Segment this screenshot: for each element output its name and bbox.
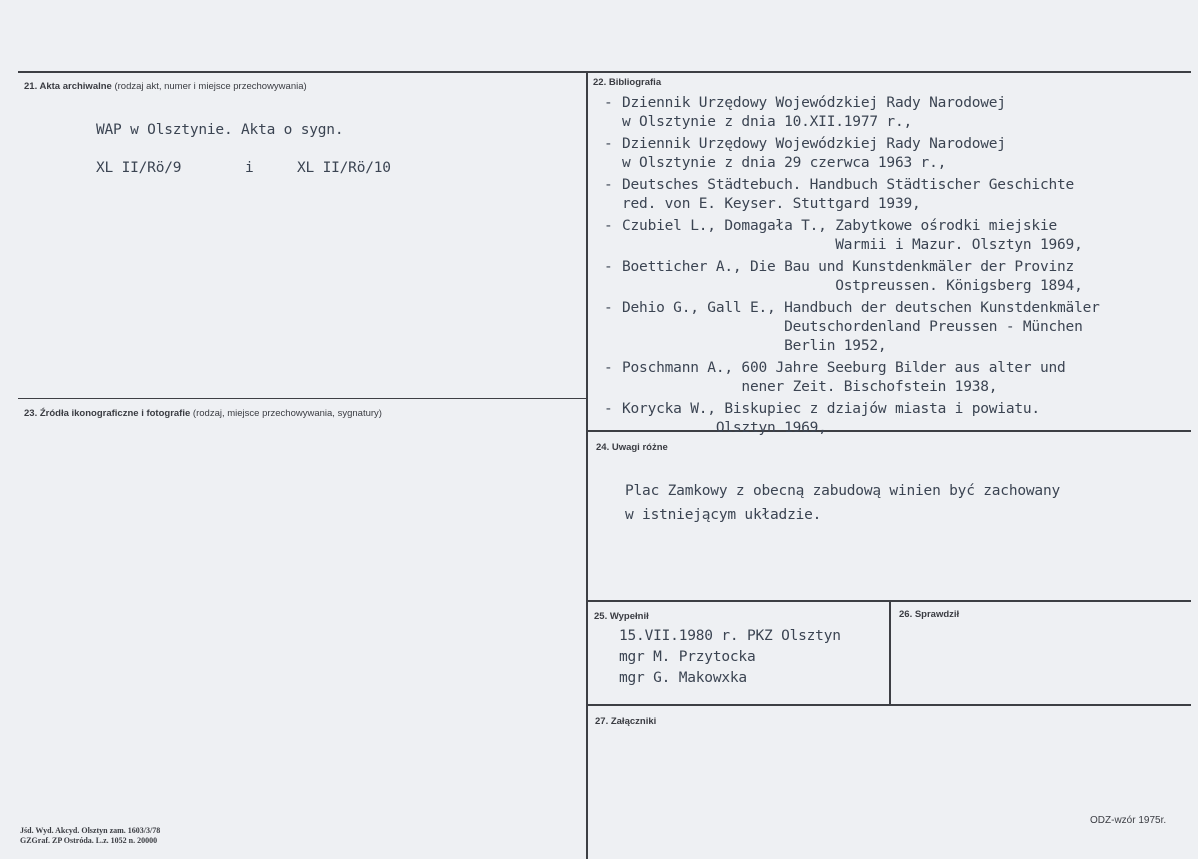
remarks-line-2: w istniejącym układzie.: [625, 507, 822, 523]
bullet-dash: -: [604, 136, 613, 152]
section-23-title: 23. Źródła ikonograficzne i fotografie: [24, 408, 191, 419]
archive-signature-1: XL II/Rö/9: [96, 160, 182, 176]
bibliography-entry-line: Poschmann A., 600 Jahre Seeburg Bilder aus alter und: [622, 360, 1066, 376]
bibliography-entry-line: Dehio G., Gall E., Handbuch der deutschen Kunstdenkmäler: [622, 300, 1100, 316]
filled-by-line-3: mgr G. Makowxka: [619, 670, 747, 686]
bibliography-entry-line: Berlin 1952,: [622, 338, 887, 354]
section-23-subtitle: (rodzaj, miejsce przechowywania, sygnatury): [192, 408, 382, 419]
section-21-title: 21. Akta archiwalne: [24, 81, 112, 92]
remarks-line-1: Plac Zamkowy z obecną zabudową winien być zachowany: [625, 483, 1061, 499]
bullet-dash: -: [604, 177, 613, 193]
bullet-dash: -: [604, 360, 613, 376]
bibliography-entry-line: Dziennik Urzędowy Wojewódzkiej Rady Narodowej: [622, 136, 1006, 152]
form-identifier: ODZ-wzór 1975r.: [1090, 815, 1167, 826]
bibliography-entry-line: Dziennik Urzędowy Wojewódzkiej Rady Narodowej: [622, 95, 1006, 111]
printer-imprint-line-2: GZGraf. ZP Ostróda. L.z. 1052 n. 20000: [20, 836, 158, 845]
section-22-label: 22. Bibliografia: [593, 77, 662, 88]
bullet-dash: -: [604, 300, 613, 316]
archive-conjunction: i: [245, 160, 254, 176]
rule-25-27: [587, 704, 1191, 706]
section-21-label: [24, 81, 307, 92]
filled-by-line-2: mgr M. Przytocka: [619, 649, 756, 665]
section-23-label: [24, 408, 382, 419]
bibliography-entry-line: Czubiel L., Domagała T., Zabytkowe ośrodki miejskie: [622, 218, 1058, 234]
section-25-label: 25. Wypełnił: [594, 611, 649, 622]
bibliography-entry-line: nener Zeit. Bischofstein 1938,: [622, 379, 998, 395]
bibliography-entry-line: Korycka W., Biskupiec z dziajów miasta i powiatu.: [622, 401, 1040, 417]
rule-21-23: [18, 398, 587, 399]
bibliography-entry-line: w Olsztynie z dnia 29 czerwca 1963 r.,: [622, 155, 947, 171]
bullet-dash: -: [604, 401, 613, 417]
bibliography-entry-line: red. von E. Keyser. Stuttgard 1939,: [622, 196, 921, 212]
section-24-label: 24. Uwagi różne: [596, 442, 668, 453]
bibliography-entry-line: Olsztyn 1969,: [622, 420, 827, 436]
bullet-dash: -: [604, 218, 613, 234]
bibliography-entry-line: Deutsches Städtebuch. Handbuch Städtischer Geschichte: [622, 177, 1075, 193]
bullet-dash: -: [604, 95, 613, 111]
section-26-label: 26. Sprawdził: [899, 609, 960, 620]
printer-imprint-line-1: Jśd. Wyd. Akcyd. Olsztyn zam. 1603/3/78: [20, 826, 161, 835]
filled-by-line-1: 15.VII.1980 r. PKZ Olsztyn: [619, 628, 841, 644]
section-27-label: 27. Załączniki: [595, 716, 657, 727]
bibliography-entry-line: w Olsztynie z dnia 10.XII.1977 r.,: [622, 114, 913, 130]
archive-signature-2: XL II/Rö/10: [297, 160, 391, 176]
center-divider: [586, 72, 588, 859]
divider-25-26: [889, 601, 891, 705]
archive-reference: WAP w Olsztynie. Akta o sygn.: [96, 122, 344, 138]
bibliography-entry-line: Deutschordenland Preussen - München: [622, 319, 1083, 335]
bullet-dash: -: [604, 259, 613, 275]
bibliography-entry-line: Ostpreussen. Königsberg 1894,: [622, 278, 1083, 294]
bibliography-entry-line: Warmii i Mazur. Olsztyn 1969,: [622, 237, 1083, 253]
bibliography-entry-line: Boetticher A., Die Bau und Kunstdenkmäler der Provinz: [622, 259, 1075, 275]
top-rule: [18, 71, 1191, 73]
section-21-subtitle: (rodzaj akt, numer i miejsce przechowywania): [114, 81, 307, 92]
